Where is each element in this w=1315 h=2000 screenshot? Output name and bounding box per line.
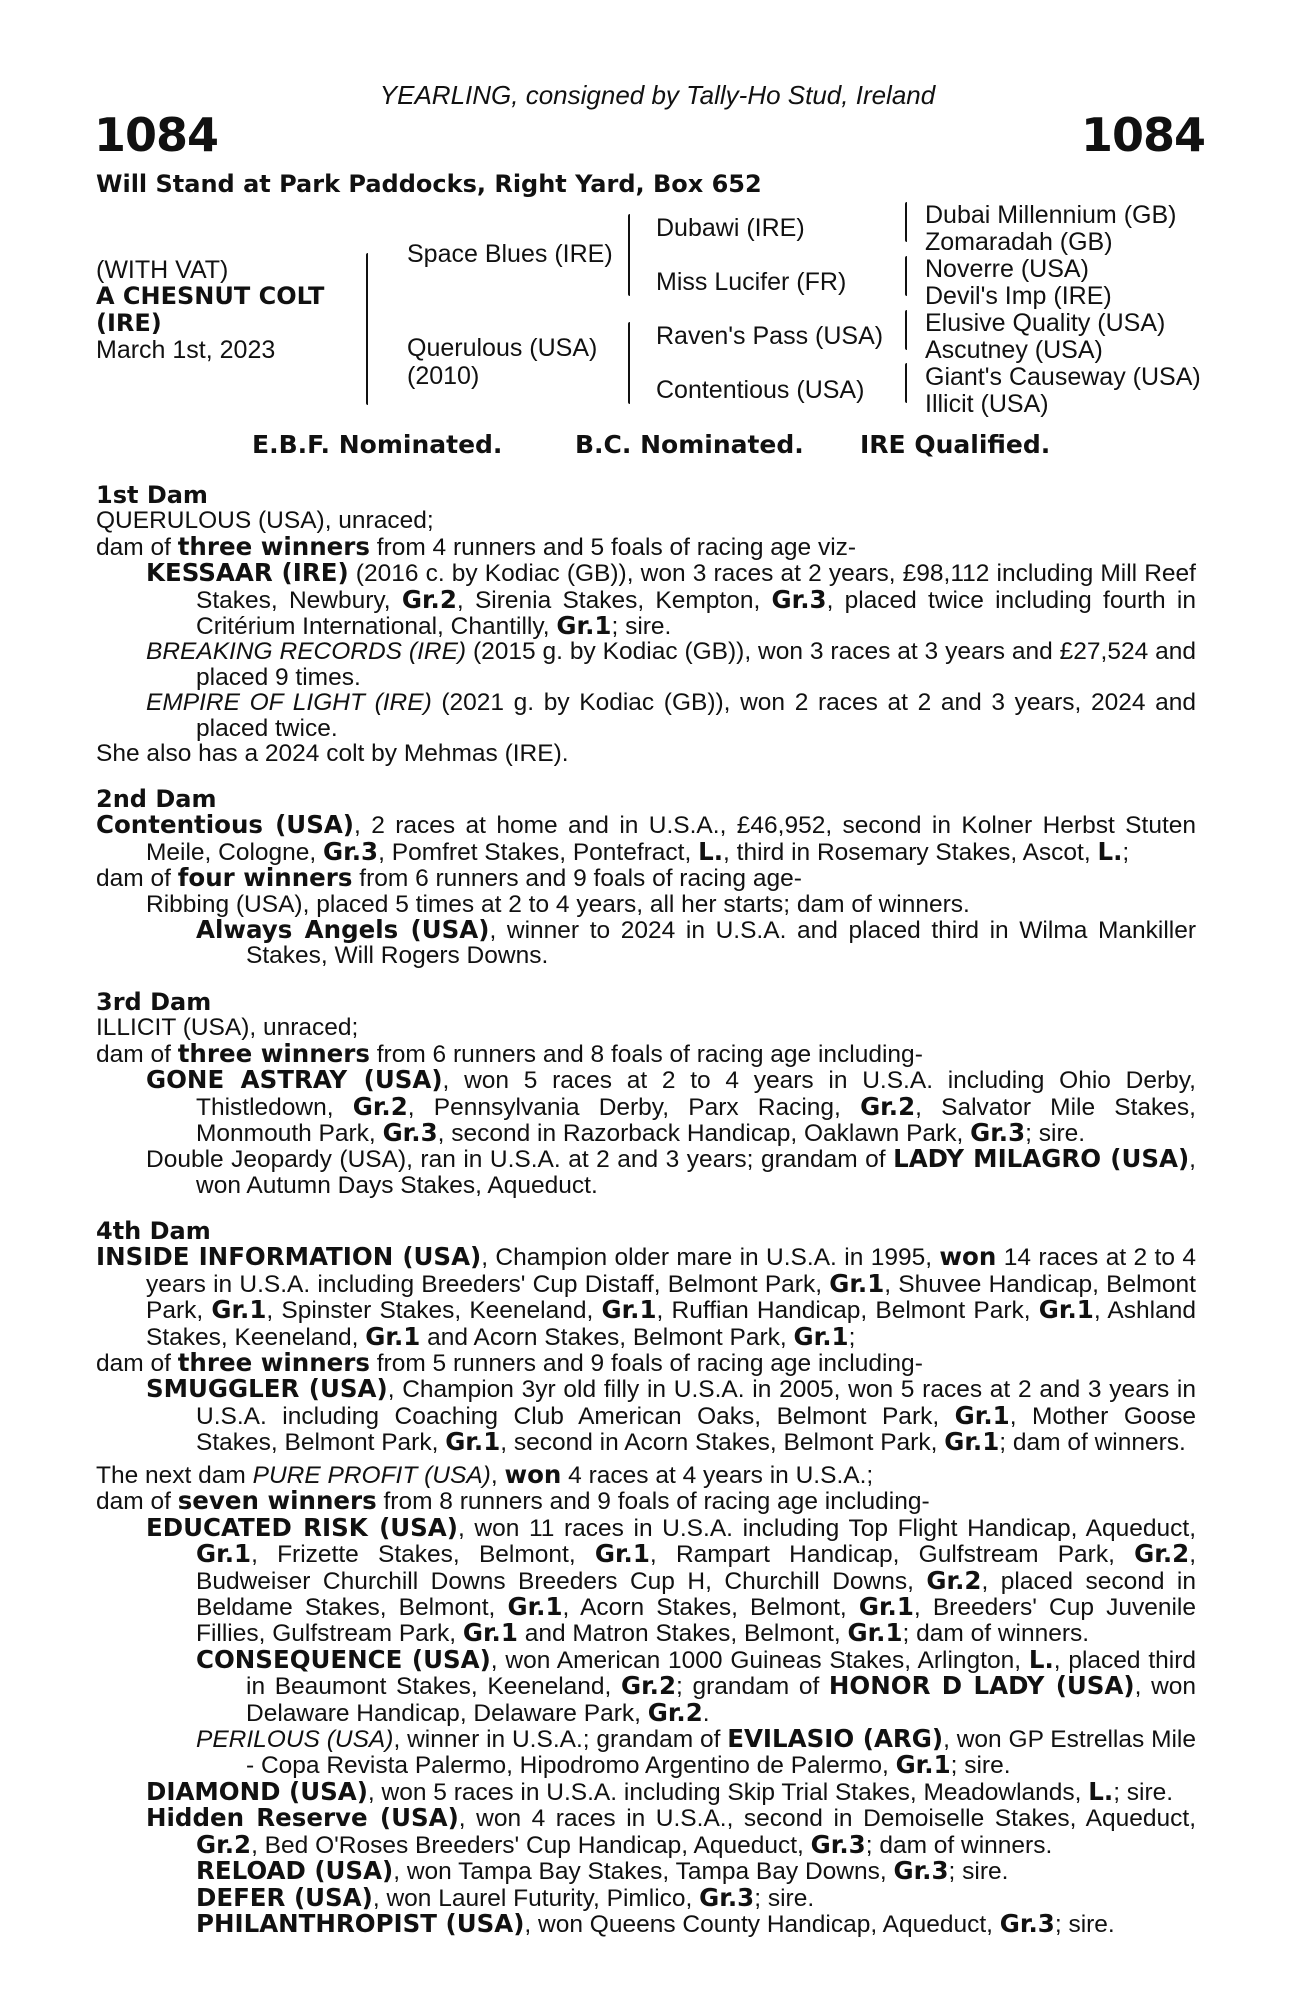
- dam-sire: Raven's Pass (USA): [656, 322, 884, 350]
- pedigree-brace-ss: [905, 202, 907, 242]
- stand-location: Will Stand at Park Paddocks, Right Yard, Box 652: [96, 170, 762, 198]
- dam-name: Querulous (USA): [407, 334, 598, 362]
- next-dam-line: The next dam PURE PROFIT (USA), won 4 races at 4 years in U.S.A.;: [96, 1460, 874, 1489]
- produce-empire-of-light: EMPIRE OF LIGHT (IRE) (2021 g. by Kodiac (GB)), won 2 races at 2 and 3 years, 2024 and placed twice.: [146, 689, 1196, 742]
- fourth-dam-heading: 4th Dam: [96, 1217, 211, 1245]
- bc-nomination: B.C. Nominated.: [575, 430, 804, 459]
- first-dam-produce-summary: dam of three winners from 4 runners and 5 foals of racing age viz-: [96, 531, 857, 561]
- vat-note: (WITH VAT): [96, 256, 229, 284]
- produce-hidden-reserve: Hidden Reserve (USA), won 4 races in U.S.A., second in Demoiselle Stakes, Aqueduct, Gr.2, Bed O'Roses Breeders' Cup Handicap, Aqueduct, Gr.3; dam of winners.: [146, 1803, 1196, 1859]
- third-dam-heading: 3rd Dam: [96, 988, 212, 1016]
- third-dam-produce-summary: dam of three winners from 6 runners and 8 foals of racing age including-: [96, 1038, 923, 1068]
- third-dam-line: ILLICIT (USA), unraced;: [96, 1014, 359, 1042]
- produce-consequence: CONSEQUENCE (USA), won American 1000 Guineas Stakes, Arlington, L., placed third in Beaumont Stakes, Keeneland, Gr.2; grandam of HONOR D LADY (USA), won Delaware Handicap, Delaware Park, Gr.2.: [196, 1644, 1197, 1727]
- second-dam-produce-summary: dam of four winners from 6 runners and 9 foals of racing age-: [96, 863, 802, 893]
- fourth-dam-record: INSIDE INFORMATION (USA), Champion older mare in U.S.A. in 1995, won 14 races at 2 to 4 years in U.S.A. including Breeders' Cup Distaff, Belmont Park, Gr.1, Shuvee Handicap, Belmont Park, Gr.1, Spinster Stakes, Keeneland, Gr.1, Ruffian Handicap, Belmont Park, Gr.1, Ashland Stakes, Keeneland, Gr.1 and Acorn Stakes, Belmont Park, Gr.1;: [96, 1242, 1196, 1351]
- fourth-dam-section: [96, 1219, 1196, 1456]
- produce-educated-risk: EDUCATED RISK (USA), won 11 races in U.S.A. including Top Flight Handicap, Aqueduct, Gr.1, Frizette Stakes, Belmont, Gr.1, Rampart Handicap, Gulfstream Park, Gr.2, Budweiser Churchill Downs Breeders Cup H, Churchill Downs, Gr.2, placed second in Beldame Stakes, Belmont, Gr.1, Acorn Stakes, Belmont, Gr.1, Breeders' Cup Juvenile Fillies, Gulfstream Park, Gr.1 and Matron Stakes, Belmont, Gr.1; dam of winners.: [146, 1512, 1197, 1648]
- produce-ribbing: Ribbing (USA), placed 5 times at 2 to 4 years, all her starts; dam of winners.: [146, 890, 970, 918]
- sire-sire: Dubawi (IRE): [656, 214, 805, 242]
- next-dam-produce-summary: dam of seven winners from 8 runners and 9 foals of racing age including-: [96, 1486, 930, 1516]
- fourth-dam-produce-summary: dam of three winners from 5 runners and 9 foals of racing age including-: [96, 1348, 923, 1378]
- sire-dam-sire: Noverre (USA): [925, 255, 1089, 283]
- produce-reload: RELOAD (USA), won Tampa Bay Stakes, Tampa Bay Downs, Gr.3; sire.: [196, 1856, 1009, 1886]
- first-dam-line: QUERULOUS (USA), unraced;: [96, 507, 434, 535]
- first-dam-section: [96, 483, 1196, 766]
- sire-sire-sire: Dubai Millennium (GB): [925, 201, 1177, 229]
- pedigree-brace-dd: [905, 363, 907, 403]
- produce-always-angels: Always Angels (USA), winner to 2024 in U.S.A. and placed third in Wilma Mankiller Stakes, Will Rogers Downs.: [196, 915, 1196, 970]
- dam-dam: Contentious (USA): [656, 376, 865, 404]
- produce-breaking-records: BREAKING RECORDS (IRE) (2015 g. by Kodiac (GB)), won 3 races at 3 years and £27,524 and placed 9 times.: [146, 638, 1197, 691]
- produce-double-jeopardy: Double Jeopardy (USA), ran in U.S.A. at 2 and 3 years; grandam of LADY MILAGRO (USA), won Autumn Days Stakes, Aqueduct.: [146, 1144, 1196, 1199]
- produce-kessaar: KESSAAR (IRE) (2016 c. by Kodiac (GB)), won 3 races at 2 years, £98,112 including Mill Reef Stakes, Newbury, Gr.2, Sirenia Stakes, Kempton, Gr.3, placed twice including fourth in Critérium International, Chantilly, Gr.1; sire.: [146, 558, 1196, 641]
- ebf-nomination: E.B.F. Nominated.: [252, 430, 503, 459]
- sire-dam-dam: Devil's Imp (IRE): [925, 282, 1112, 310]
- dam-year: (2010): [407, 362, 480, 390]
- ire-qualified: IRE Qualified.: [860, 430, 1051, 459]
- dam-dam-sire: Giant's Causeway (USA): [925, 363, 1201, 391]
- dam-dam-dam: Illicit (USA): [925, 390, 1049, 418]
- sire-sire-dam: Zomaradah (GB): [925, 228, 1113, 256]
- second-dam-record: Contentious (USA), 2 races at home and in U.S.A., £46,952, second in Kolner Herbst Stuten Meile, Cologne, Gr.3, Pomfret Stakes, Pontefract, L., third in Rosemary Stakes, Ascot, L.;: [96, 810, 1197, 866]
- pedigree-brace-sd: [905, 256, 907, 296]
- consignor-line: YEARLING, consigned by Tally-Ho Stud, Ireland: [379, 80, 936, 110]
- pedigree-brace-ds: [905, 310, 907, 350]
- pedigree-brace-sire: [628, 214, 630, 296]
- third-dam-section: [96, 990, 1196, 1198]
- horse-name: A CHESNUT COLT: [96, 282, 325, 310]
- dam-sire-dam: Ascutney (USA): [925, 336, 1103, 364]
- pedigree-brace-main: [366, 253, 368, 405]
- first-dam-note: She also has a 2024 colt by Mehmas (IRE).: [96, 740, 569, 768]
- next-dam-section: [96, 1462, 1196, 1937]
- produce-diamond: DIAMOND (USA), won 5 races in U.S.A. including Skip Trial Stakes, Meadowlands, L.; sire.: [146, 1776, 1174, 1806]
- produce-philanthropist: PHILANTHROPIST (USA), won Queens County Handicap, Aqueduct, Gr.3; sire.: [196, 1908, 1115, 1938]
- second-dam-heading: 2nd Dam: [96, 785, 217, 813]
- produce-defer: DEFER (USA), won Laurel Futurity, Pimlico, Gr.3; sire.: [196, 1882, 815, 1912]
- produce-perilous: PERILOUS (USA), winner in U.S.A.; grandam of EVILASIO (ARG), won GP Estrellas Mile - Copa Revista Palermo, Hipodromo Argentino de Palermo, Gr.1; sire.: [196, 1724, 1196, 1780]
- horse-origin: (IRE): [96, 309, 162, 337]
- second-dam-section: [96, 787, 1196, 969]
- lot-number-left: 1084: [94, 108, 219, 162]
- pedigree-brace-dam: [628, 322, 630, 404]
- produce-smuggler: SMUGGLER (USA), Champion 3yr old filly in U.S.A. in 2005, won 5 races at 2 and 3 years in U.S.A. including Coaching Club American Oaks, Belmont Park, Gr.1, Mother Goose Stakes, Belmont Park, Gr.1, second in Acorn Stakes, Belmont Park, Gr.1; dam of winners.: [146, 1374, 1196, 1457]
- first-dam-heading: 1st Dam: [96, 481, 208, 509]
- dam-sire-sire: Elusive Quality (USA): [925, 309, 1166, 337]
- lot-number-right: 1084: [1080, 108, 1205, 162]
- sire-dam: Miss Lucifer (FR): [656, 268, 847, 296]
- horse-dob: March 1st, 2023: [96, 336, 276, 364]
- produce-gone-astray: GONE ASTRAY (USA), won 5 races at 2 to 4 years in U.S.A. including Ohio Derby, Thistledown, Gr.2, Pennsylvania Derby, Parx Racing, Gr.2, Salvator Mile Stakes, Monmouth Park, Gr.3, second in Razorback Handicap, Oaklawn Park, Gr.3; sire.: [146, 1065, 1196, 1148]
- sire-name: Space Blues (IRE): [407, 240, 613, 268]
